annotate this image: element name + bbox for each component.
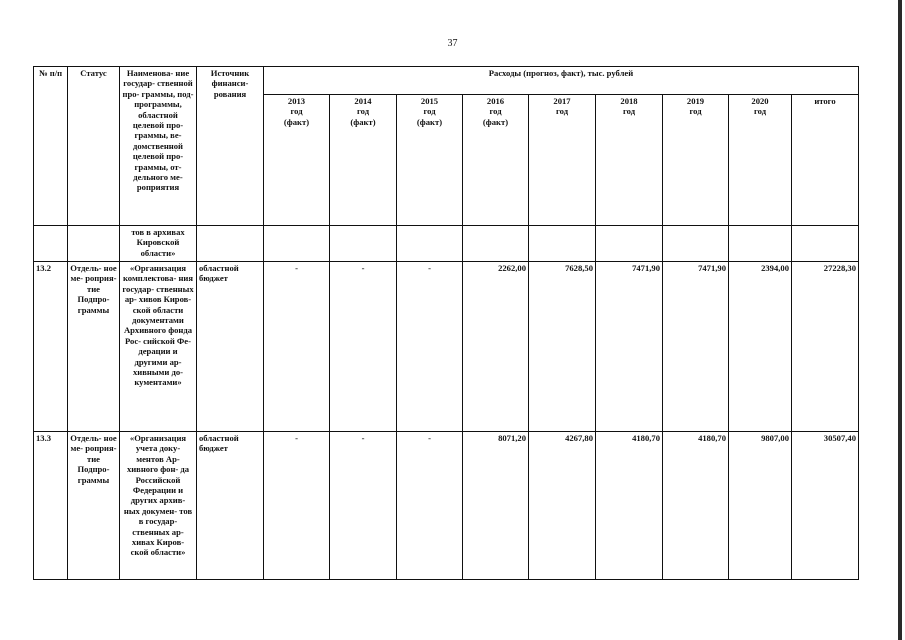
table-row xyxy=(34,262,859,432)
page-number: 37 xyxy=(447,38,458,49)
header-year-2015: 2015 год (факт) xyxy=(397,95,463,226)
row-value-2019: 7471,90 xyxy=(663,262,729,432)
expenses-table xyxy=(33,66,859,580)
row-name: «Организация учета доку- ментов Ар- хивного фон- да Российской Федерации и других архив- ных докумен- тов в государ- ственных ар- хивах Киров- ской области» xyxy=(120,432,197,580)
row-value-2015: - xyxy=(397,262,463,432)
row-value-2014: - xyxy=(330,432,397,580)
continuation-name: тов в архивах Кировской области» xyxy=(120,226,197,262)
row-value-2020: 2394,00 xyxy=(729,262,792,432)
row-source: областной бюджет xyxy=(197,262,264,432)
table-row xyxy=(34,432,859,580)
row-value-2018: 7471,90 xyxy=(596,262,663,432)
row-source: областной бюджет xyxy=(197,432,264,580)
row-number: 13.2 xyxy=(34,262,68,432)
row-value-2018: 4180,70 xyxy=(596,432,663,580)
header-year-2017: 2017 год xyxy=(529,95,596,226)
row-name: «Организация комплектова- ния государ- ственных ар- хивов Киров- ской области документами Архивного фонда Рос- сийской Фе- дерации и другими ар- хивными до- кументами» xyxy=(120,262,197,432)
row-value-2020: 9807,00 xyxy=(729,432,792,580)
row-value-2013: - xyxy=(264,432,330,580)
page-edge-shadow xyxy=(898,0,902,640)
row-total: 27228,30 xyxy=(792,262,859,432)
header-year-2016: 2016 год (факт) xyxy=(463,95,529,226)
header-year-2019: 2019 год xyxy=(663,95,729,226)
row-value-2017: 4267,80 xyxy=(529,432,596,580)
header-status: Статус xyxy=(68,67,120,226)
row-value-2013: - xyxy=(264,262,330,432)
row-total: 30507,40 xyxy=(792,432,859,580)
header-total: итого xyxy=(792,95,859,226)
row-value-2019: 4180,70 xyxy=(663,432,729,580)
row-status: Отдель- ное ме- роприя- тие Подпро- граммы xyxy=(68,432,120,580)
row-value-2017: 7628,50 xyxy=(529,262,596,432)
header-number: № п/п xyxy=(34,67,68,226)
row-value-2016: 2262,00 xyxy=(463,262,529,432)
header-expenses-title: Расходы (прогноз, факт), тыс. рублей xyxy=(264,67,859,95)
header-year-2020: 2020 год xyxy=(729,95,792,226)
table-header-row xyxy=(34,67,859,95)
row-value-2014: - xyxy=(330,262,397,432)
row-status: Отдель- ное ме- роприя- тие Подпро- граммы xyxy=(68,262,120,432)
header-name: Наименова- ние государ- ственной про- граммы, под- программы, областной целевой про- граммы, ве- домственной целевой про- граммы, от- дельного ме- роприятия xyxy=(120,67,197,226)
header-source: Источник финанси- рования xyxy=(197,67,264,226)
row-number: 13.3 xyxy=(34,432,68,580)
row-value-2016: 8071,20 xyxy=(463,432,529,580)
header-year-2013: 2013 год (факт) xyxy=(264,95,330,226)
table-row-continuation xyxy=(34,226,859,262)
row-value-2015: - xyxy=(397,432,463,580)
header-year-2018: 2018 год xyxy=(596,95,663,226)
header-year-2014: 2014 год (факт) xyxy=(330,95,397,226)
